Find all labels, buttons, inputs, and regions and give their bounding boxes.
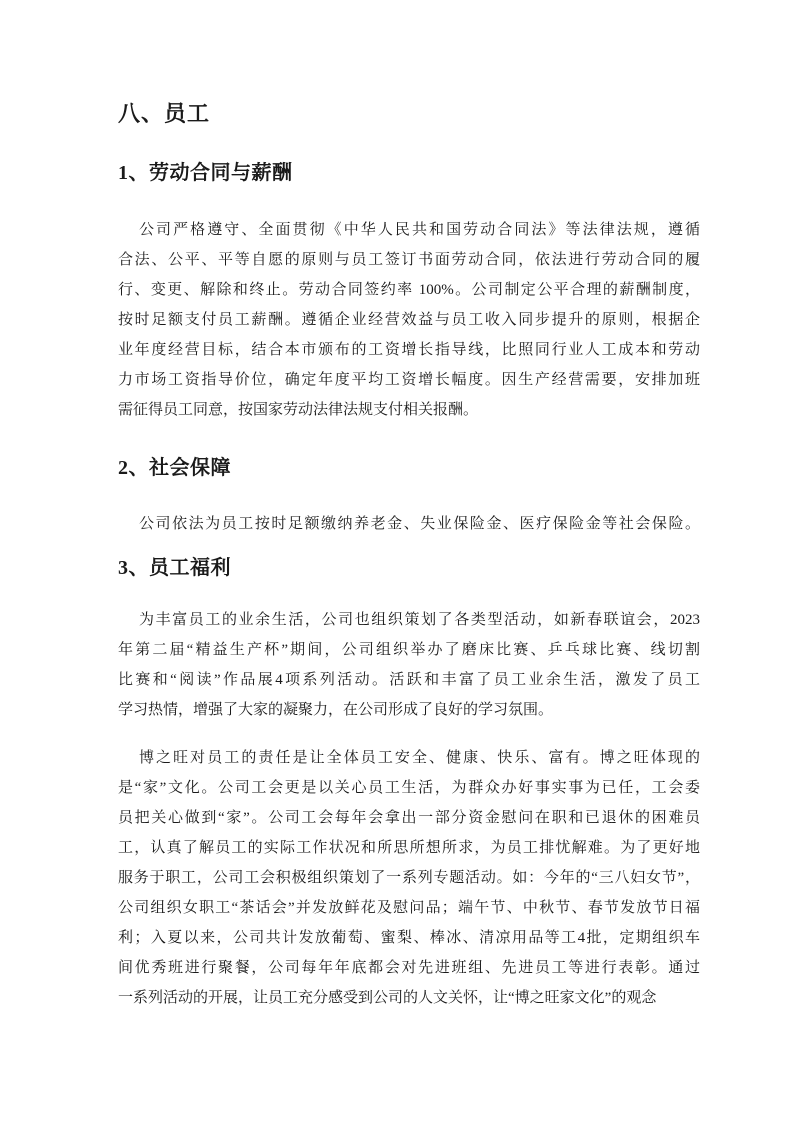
text-line: 公司依法为员工按时足额缴纳养老金、失业保险金、医疗保险金等社会保险。 bbox=[139, 516, 700, 532]
text-line: 一系列活动的开展，让员工充分感受到公司的人文关怀，让“博之旺家文化”的观念 bbox=[118, 990, 657, 1006]
section-heading-social-security: 2、社会保障 bbox=[118, 457, 231, 479]
text-line: 力市场工资指导价位，确定年度平均工资增长幅度。因生产经营需要，安排加班 bbox=[118, 372, 700, 388]
text-line: 业年度经营目标，结合本市颁布的工资增长指导线，比照同行业人工成本和劳动 bbox=[118, 342, 700, 358]
text-line: 博之旺对员工的责任是让全体员工安全、健康、快乐、富有。博之旺体现的 bbox=[139, 750, 700, 766]
paragraph-labor-contract bbox=[118, 215, 700, 425]
text-line: 需征得员工同意，按国家劳动法律法规支付相关报酬。 bbox=[118, 402, 479, 418]
text-line: 学习热情，增强了大家的凝聚力，在公司形成了良好的学习氛围。 bbox=[118, 702, 554, 718]
text-line: 员把关心做到“家”。公司工会每年会拿出一部分资金慰问在职和已退休的困难员 bbox=[118, 810, 700, 826]
text-line: 按时足额支付员工薪酬。遵循企业经营效益与员工收入同步提升的原则，根据企 bbox=[118, 312, 700, 328]
section-heading-labor-contract: 1、劳动合同与薪酬 bbox=[118, 162, 293, 184]
text-line: 合法、公平、平等自愿的原则与员工签订书面劳动合同，依法进行劳动合同的履 bbox=[118, 252, 700, 268]
text-line: 是“家”文化。公司工会更是以关心员工生活，为群众办好事实事为已任，工会委 bbox=[118, 780, 700, 796]
text-line: 比赛和“阅读”作品展4项系列活动。活跃和丰富了员工业余生活，激发了员工 bbox=[118, 672, 700, 688]
paragraph-welfare-activities bbox=[118, 605, 700, 725]
paragraph-family-culture bbox=[118, 743, 700, 1013]
text-line: 服务于职工，公司工会积极组织策划了一系列专题活动。如：今年的“三八妇女节”， bbox=[118, 870, 700, 886]
text-line: 行、变更、解除和终止。劳动合同签约率 100%。公司制定公平合理的薪酬制度， bbox=[118, 282, 700, 298]
text-line: 公司组织女职工“茶话会”并发放鲜花及慰问品；端午节、中秋节、春节发放节日福 bbox=[118, 900, 700, 916]
text-line: 为丰富员工的业余生活，公司也组织策划了各类型活动，如新春联谊会，2023 bbox=[139, 612, 700, 628]
chapter-heading: 八、员工 bbox=[118, 101, 211, 126]
text-line: 公司严格遵守、全面贯彻《中华人民共和国劳动合同法》等法律法规，遵循 bbox=[139, 222, 700, 238]
paragraph-social-security bbox=[118, 509, 700, 539]
text-line: 年第二届“精益生产杯”期间，公司组织举办了磨床比赛、乒乓球比赛、线切割 bbox=[118, 642, 700, 658]
text-line: 利；入夏以来，公司共计发放葡萄、蜜梨、棒冰、清凉用品等工4批，定期组织车 bbox=[118, 930, 700, 946]
text-line: 工，认真了解员工的实际工作状况和所思所想所求，为员工排忧解难。为了更好地 bbox=[118, 840, 700, 856]
text-line: 间优秀班进行聚餐，公司每年年底都会对先进班组、先进员工等进行表彰。通过 bbox=[118, 960, 700, 976]
section-heading-employee-welfare: 3、员工福利 bbox=[118, 557, 231, 579]
